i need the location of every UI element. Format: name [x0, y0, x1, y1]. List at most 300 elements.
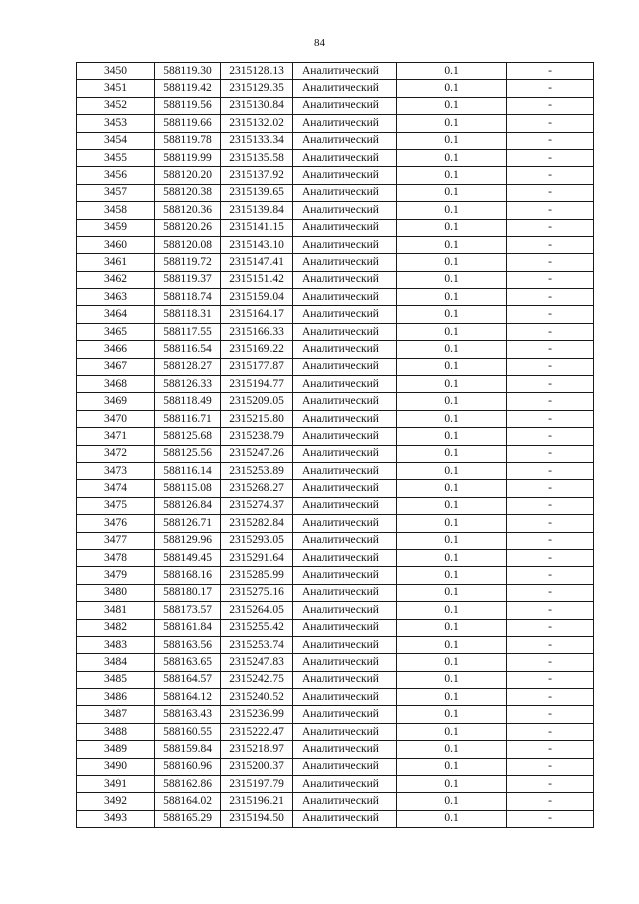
point-number-cell: 3453 [77, 115, 155, 132]
point-number-cell: 3458 [77, 202, 155, 219]
accuracy-cell: 0.1 [397, 97, 507, 114]
method-cell: Аналитический [293, 219, 397, 236]
accuracy-cell: 0.1 [397, 115, 507, 132]
table-row [77, 376, 594, 393]
table-row [77, 602, 594, 619]
x-coordinate-cell: 588126.84 [155, 497, 221, 514]
table-row [77, 428, 594, 445]
point-number-cell: 3479 [77, 567, 155, 584]
note-cell: - [507, 515, 594, 532]
accuracy-cell: 0.1 [397, 567, 507, 584]
note-cell: - [507, 149, 594, 166]
table-row [77, 219, 594, 236]
y-coordinate-cell: 2315133.34 [221, 132, 293, 149]
point-number-cell: 3481 [77, 602, 155, 619]
y-coordinate-cell: 2315194.50 [221, 810, 293, 827]
table-row [77, 549, 594, 566]
y-coordinate-cell: 2315200.37 [221, 758, 293, 775]
x-coordinate-cell: 588116.14 [155, 462, 221, 479]
y-coordinate-cell: 2315293.05 [221, 532, 293, 549]
point-number-cell: 3477 [77, 532, 155, 549]
x-coordinate-cell: 588120.26 [155, 219, 221, 236]
method-cell: Аналитический [293, 480, 397, 497]
method-cell: Аналитический [293, 741, 397, 758]
table-row [77, 758, 594, 775]
x-coordinate-cell: 588118.74 [155, 289, 221, 306]
table-row [77, 149, 594, 166]
table-row [77, 358, 594, 375]
page-number: 84 [314, 37, 325, 49]
method-cell: Аналитический [293, 115, 397, 132]
method-cell: Аналитический [293, 689, 397, 706]
table-row [77, 480, 594, 497]
accuracy-cell: 0.1 [397, 63, 507, 80]
x-coordinate-cell: 588115.08 [155, 480, 221, 497]
accuracy-cell: 0.1 [397, 671, 507, 688]
accuracy-cell: 0.1 [397, 480, 507, 497]
y-coordinate-cell: 2315159.04 [221, 289, 293, 306]
point-number-cell: 3492 [77, 793, 155, 810]
method-cell: Аналитический [293, 567, 397, 584]
x-coordinate-cell: 588119.37 [155, 271, 221, 288]
x-coordinate-cell: 588160.55 [155, 723, 221, 740]
y-coordinate-cell: 2315247.83 [221, 654, 293, 671]
x-coordinate-cell: 588129.96 [155, 532, 221, 549]
method-cell: Аналитический [293, 271, 397, 288]
x-coordinate-cell: 588125.68 [155, 428, 221, 445]
y-coordinate-cell: 2315139.65 [221, 184, 293, 201]
accuracy-cell: 0.1 [397, 167, 507, 184]
x-coordinate-cell: 588165.29 [155, 810, 221, 827]
accuracy-cell: 0.1 [397, 445, 507, 462]
y-coordinate-cell: 2315253.89 [221, 462, 293, 479]
table-row [77, 741, 594, 758]
accuracy-cell: 0.1 [397, 758, 507, 775]
x-coordinate-cell: 588119.42 [155, 80, 221, 97]
note-cell: - [507, 97, 594, 114]
x-coordinate-cell: 588164.12 [155, 689, 221, 706]
table-row [77, 236, 594, 253]
method-cell: Аналитический [293, 358, 397, 375]
x-coordinate-cell: 588117.55 [155, 323, 221, 340]
note-cell: - [507, 132, 594, 149]
accuracy-cell: 0.1 [397, 723, 507, 740]
point-number-cell: 3465 [77, 323, 155, 340]
point-number-cell: 3475 [77, 497, 155, 514]
point-number-cell: 3478 [77, 549, 155, 566]
y-coordinate-cell: 2315218.97 [221, 741, 293, 758]
table-row [77, 776, 594, 793]
table-row [77, 132, 594, 149]
x-coordinate-cell: 588119.66 [155, 115, 221, 132]
x-coordinate-cell: 588149.45 [155, 549, 221, 566]
accuracy-cell: 0.1 [397, 236, 507, 253]
x-coordinate-cell: 588180.17 [155, 584, 221, 601]
note-cell: - [507, 706, 594, 723]
accuracy-cell: 0.1 [397, 254, 507, 271]
accuracy-cell: 0.1 [397, 462, 507, 479]
accuracy-cell: 0.1 [397, 549, 507, 566]
x-coordinate-cell: 588120.36 [155, 202, 221, 219]
x-coordinate-cell: 588116.54 [155, 341, 221, 358]
note-cell: - [507, 358, 594, 375]
note-cell: - [507, 776, 594, 793]
x-coordinate-cell: 588126.33 [155, 376, 221, 393]
point-number-cell: 3480 [77, 584, 155, 601]
table-row [77, 115, 594, 132]
point-number-cell: 3483 [77, 636, 155, 653]
note-cell: - [507, 671, 594, 688]
method-cell: Аналитический [293, 776, 397, 793]
point-number-cell: 3473 [77, 462, 155, 479]
y-coordinate-cell: 2315151.42 [221, 271, 293, 288]
accuracy-cell: 0.1 [397, 636, 507, 653]
accuracy-cell: 0.1 [397, 619, 507, 636]
y-coordinate-cell: 2315166.33 [221, 323, 293, 340]
method-cell: Аналитический [293, 445, 397, 462]
table-row [77, 689, 594, 706]
accuracy-cell: 0.1 [397, 202, 507, 219]
note-cell: - [507, 567, 594, 584]
accuracy-cell: 0.1 [397, 80, 507, 97]
method-cell: Аналитический [293, 254, 397, 271]
note-cell: - [507, 341, 594, 358]
accuracy-cell: 0.1 [397, 689, 507, 706]
accuracy-cell: 0.1 [397, 358, 507, 375]
point-number-cell: 3486 [77, 689, 155, 706]
table-row [77, 671, 594, 688]
accuracy-cell: 0.1 [397, 428, 507, 445]
accuracy-cell: 0.1 [397, 410, 507, 427]
method-cell: Аналитический [293, 706, 397, 723]
method-cell: Аналитический [293, 428, 397, 445]
method-cell: Аналитический [293, 410, 397, 427]
x-coordinate-cell: 588125.56 [155, 445, 221, 462]
point-number-cell: 3490 [77, 758, 155, 775]
point-number-cell: 3451 [77, 80, 155, 97]
accuracy-cell: 0.1 [397, 497, 507, 514]
method-cell: Аналитический [293, 376, 397, 393]
accuracy-cell: 0.1 [397, 602, 507, 619]
y-coordinate-cell: 2315130.84 [221, 97, 293, 114]
method-cell: Аналитический [293, 80, 397, 97]
y-coordinate-cell: 2315215.80 [221, 410, 293, 427]
table-row [77, 323, 594, 340]
note-cell: - [507, 723, 594, 740]
y-coordinate-cell: 2315275.16 [221, 584, 293, 601]
method-cell: Аналитический [293, 462, 397, 479]
y-coordinate-cell: 2315222.47 [221, 723, 293, 740]
point-number-cell: 3489 [77, 741, 155, 758]
method-cell: Аналитический [293, 758, 397, 775]
table-row [77, 289, 594, 306]
point-number-cell: 3469 [77, 393, 155, 410]
y-coordinate-cell: 2315177.87 [221, 358, 293, 375]
point-number-cell: 3493 [77, 810, 155, 827]
point-number-cell: 3452 [77, 97, 155, 114]
x-coordinate-cell: 588118.31 [155, 306, 221, 323]
note-cell: - [507, 393, 594, 410]
table-row [77, 793, 594, 810]
method-cell: Аналитический [293, 636, 397, 653]
coordinates-table-body [77, 63, 594, 828]
point-number-cell: 3455 [77, 149, 155, 166]
x-coordinate-cell: 588118.49 [155, 393, 221, 410]
y-coordinate-cell: 2315268.27 [221, 480, 293, 497]
method-cell: Аналитический [293, 323, 397, 340]
y-coordinate-cell: 2315141.15 [221, 219, 293, 236]
y-coordinate-cell: 2315143.10 [221, 236, 293, 253]
coordinates-table [76, 62, 594, 828]
y-coordinate-cell: 2315194.77 [221, 376, 293, 393]
y-coordinate-cell: 2315238.79 [221, 428, 293, 445]
x-coordinate-cell: 588161.84 [155, 619, 221, 636]
accuracy-cell: 0.1 [397, 271, 507, 288]
note-cell: - [507, 289, 594, 306]
x-coordinate-cell: 588119.72 [155, 254, 221, 271]
accuracy-cell: 0.1 [397, 654, 507, 671]
point-number-cell: 3471 [77, 428, 155, 445]
table-row [77, 184, 594, 201]
y-coordinate-cell: 2315274.37 [221, 497, 293, 514]
accuracy-cell: 0.1 [397, 149, 507, 166]
method-cell: Аналитический [293, 97, 397, 114]
note-cell: - [507, 532, 594, 549]
x-coordinate-cell: 588164.57 [155, 671, 221, 688]
point-number-cell: 3472 [77, 445, 155, 462]
point-number-cell: 3461 [77, 254, 155, 271]
note-cell: - [507, 271, 594, 288]
table-row [77, 532, 594, 549]
y-coordinate-cell: 2315291.64 [221, 549, 293, 566]
table-row [77, 462, 594, 479]
accuracy-cell: 0.1 [397, 741, 507, 758]
note-cell: - [507, 236, 594, 253]
y-coordinate-cell: 2315147.41 [221, 254, 293, 271]
method-cell: Аналитический [293, 549, 397, 566]
y-coordinate-cell: 2315209.05 [221, 393, 293, 410]
method-cell: Аналитический [293, 202, 397, 219]
y-coordinate-cell: 2315240.52 [221, 689, 293, 706]
accuracy-cell: 0.1 [397, 289, 507, 306]
y-coordinate-cell: 2315135.58 [221, 149, 293, 166]
table-row [77, 654, 594, 671]
note-cell: - [507, 306, 594, 323]
table-row [77, 80, 594, 97]
x-coordinate-cell: 588120.08 [155, 236, 221, 253]
point-number-cell: 3457 [77, 184, 155, 201]
note-cell: - [507, 167, 594, 184]
table-row [77, 723, 594, 740]
method-cell: Аналитический [293, 532, 397, 549]
x-coordinate-cell: 588119.78 [155, 132, 221, 149]
x-coordinate-cell: 588119.99 [155, 149, 221, 166]
x-coordinate-cell: 588160.96 [155, 758, 221, 775]
method-cell: Аналитический [293, 619, 397, 636]
accuracy-cell: 0.1 [397, 306, 507, 323]
y-coordinate-cell: 2315255.42 [221, 619, 293, 636]
y-coordinate-cell: 2315247.26 [221, 445, 293, 462]
table-row [77, 202, 594, 219]
table-row [77, 167, 594, 184]
y-coordinate-cell: 2315197.79 [221, 776, 293, 793]
note-cell: - [507, 323, 594, 340]
x-coordinate-cell: 588119.30 [155, 63, 221, 80]
method-cell: Аналитический [293, 132, 397, 149]
table-row [77, 810, 594, 827]
method-cell: Аналитический [293, 584, 397, 601]
note-cell: - [507, 63, 594, 80]
point-number-cell: 3468 [77, 376, 155, 393]
table-row [77, 97, 594, 114]
y-coordinate-cell: 2315285.99 [221, 567, 293, 584]
note-cell: - [507, 810, 594, 827]
point-number-cell: 3459 [77, 219, 155, 236]
method-cell: Аналитический [293, 497, 397, 514]
accuracy-cell: 0.1 [397, 706, 507, 723]
note-cell: - [507, 584, 594, 601]
point-number-cell: 3485 [77, 671, 155, 688]
note-cell: - [507, 480, 594, 497]
note-cell: - [507, 219, 594, 236]
y-coordinate-cell: 2315137.92 [221, 167, 293, 184]
point-number-cell: 3464 [77, 306, 155, 323]
point-number-cell: 3462 [77, 271, 155, 288]
note-cell: - [507, 654, 594, 671]
method-cell: Аналитический [293, 236, 397, 253]
x-coordinate-cell: 588173.57 [155, 602, 221, 619]
table-row [77, 584, 594, 601]
note-cell: - [507, 549, 594, 566]
accuracy-cell: 0.1 [397, 184, 507, 201]
note-cell: - [507, 445, 594, 462]
x-coordinate-cell: 588159.84 [155, 741, 221, 758]
table-row [77, 341, 594, 358]
table-row [77, 636, 594, 653]
point-number-cell: 3466 [77, 341, 155, 358]
x-coordinate-cell: 588168.16 [155, 567, 221, 584]
point-number-cell: 3454 [77, 132, 155, 149]
y-coordinate-cell: 2315139.84 [221, 202, 293, 219]
accuracy-cell: 0.1 [397, 393, 507, 410]
y-coordinate-cell: 2315264.05 [221, 602, 293, 619]
note-cell: - [507, 602, 594, 619]
x-coordinate-cell: 588162.86 [155, 776, 221, 793]
accuracy-cell: 0.1 [397, 810, 507, 827]
y-coordinate-cell: 2315132.02 [221, 115, 293, 132]
accuracy-cell: 0.1 [397, 323, 507, 340]
y-coordinate-cell: 2315282.84 [221, 515, 293, 532]
note-cell: - [507, 793, 594, 810]
x-coordinate-cell: 588120.38 [155, 184, 221, 201]
method-cell: Аналитический [293, 654, 397, 671]
y-coordinate-cell: 2315236.99 [221, 706, 293, 723]
note-cell: - [507, 115, 594, 132]
method-cell: Аналитический [293, 602, 397, 619]
method-cell: Аналитический [293, 341, 397, 358]
note-cell: - [507, 619, 594, 636]
accuracy-cell: 0.1 [397, 132, 507, 149]
point-number-cell: 3470 [77, 410, 155, 427]
y-coordinate-cell: 2315253.74 [221, 636, 293, 653]
table-row [77, 619, 594, 636]
note-cell: - [507, 758, 594, 775]
x-coordinate-cell: 588119.56 [155, 97, 221, 114]
x-coordinate-cell: 588116.71 [155, 410, 221, 427]
method-cell: Аналитический [293, 149, 397, 166]
y-coordinate-cell: 2315129.35 [221, 80, 293, 97]
point-number-cell: 3450 [77, 63, 155, 80]
method-cell: Аналитический [293, 671, 397, 688]
x-coordinate-cell: 588163.65 [155, 654, 221, 671]
method-cell: Аналитический [293, 810, 397, 827]
accuracy-cell: 0.1 [397, 515, 507, 532]
point-number-cell: 3463 [77, 289, 155, 306]
note-cell: - [507, 689, 594, 706]
note-cell: - [507, 184, 594, 201]
point-number-cell: 3484 [77, 654, 155, 671]
table-row [77, 271, 594, 288]
point-number-cell: 3488 [77, 723, 155, 740]
note-cell: - [507, 428, 594, 445]
table-row [77, 567, 594, 584]
method-cell: Аналитический [293, 393, 397, 410]
y-coordinate-cell: 2315196.21 [221, 793, 293, 810]
point-number-cell: 3467 [77, 358, 155, 375]
note-cell: - [507, 376, 594, 393]
accuracy-cell: 0.1 [397, 376, 507, 393]
note-cell: - [507, 741, 594, 758]
accuracy-cell: 0.1 [397, 341, 507, 358]
accuracy-cell: 0.1 [397, 584, 507, 601]
note-cell: - [507, 410, 594, 427]
accuracy-cell: 0.1 [397, 793, 507, 810]
method-cell: Аналитический [293, 167, 397, 184]
point-number-cell: 3476 [77, 515, 155, 532]
table-row [77, 254, 594, 271]
x-coordinate-cell: 588126.71 [155, 515, 221, 532]
note-cell: - [507, 202, 594, 219]
table-row [77, 445, 594, 462]
accuracy-cell: 0.1 [397, 532, 507, 549]
table-row [77, 497, 594, 514]
method-cell: Аналитический [293, 63, 397, 80]
table-row [77, 63, 594, 80]
method-cell: Аналитический [293, 184, 397, 201]
point-number-cell: 3456 [77, 167, 155, 184]
x-coordinate-cell: 588120.20 [155, 167, 221, 184]
table-row [77, 306, 594, 323]
note-cell: - [507, 80, 594, 97]
note-cell: - [507, 497, 594, 514]
point-number-cell: 3482 [77, 619, 155, 636]
x-coordinate-cell: 588163.43 [155, 706, 221, 723]
point-number-cell: 3460 [77, 236, 155, 253]
method-cell: Аналитический [293, 793, 397, 810]
method-cell: Аналитический [293, 289, 397, 306]
method-cell: Аналитический [293, 515, 397, 532]
y-coordinate-cell: 2315128.13 [221, 63, 293, 80]
point-number-cell: 3474 [77, 480, 155, 497]
method-cell: Аналитический [293, 306, 397, 323]
method-cell: Аналитический [293, 723, 397, 740]
y-coordinate-cell: 2315164.17 [221, 306, 293, 323]
point-number-cell: 3487 [77, 706, 155, 723]
y-coordinate-cell: 2315242.75 [221, 671, 293, 688]
table-row [77, 410, 594, 427]
table-row [77, 515, 594, 532]
note-cell: - [507, 636, 594, 653]
